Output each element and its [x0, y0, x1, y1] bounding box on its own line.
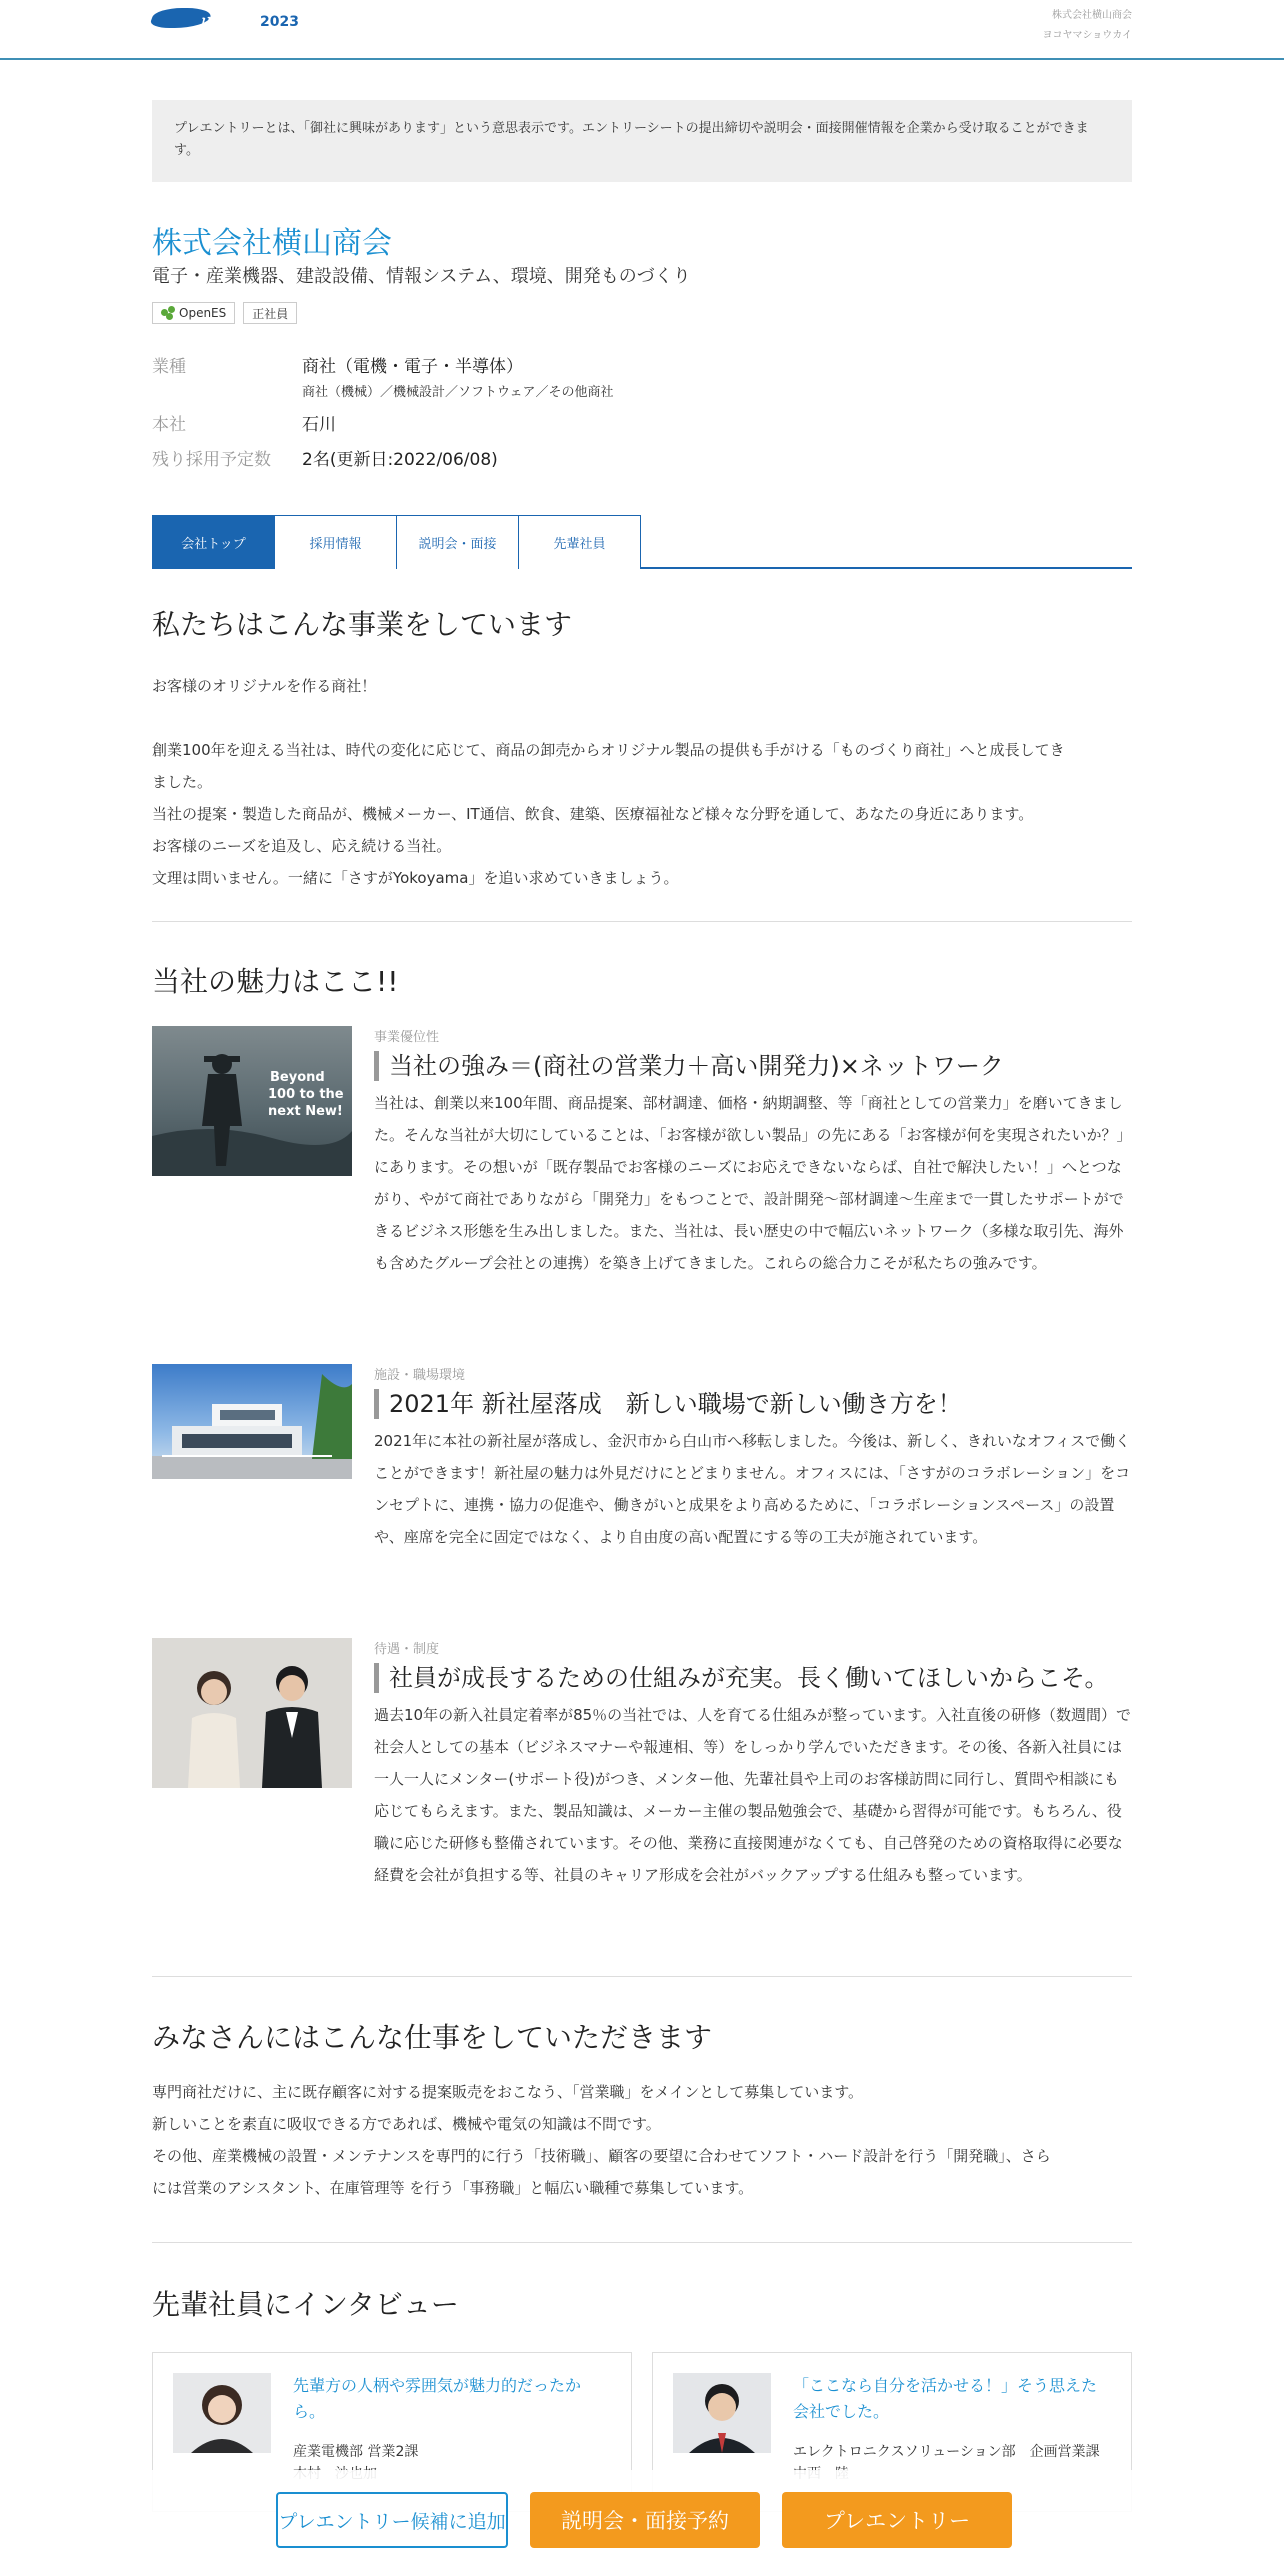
- header-company-kana: ヨコヤマショウカイ: [1042, 30, 1132, 41]
- appeal-heading: 社員が成長するための仕組みが充実。長く働いてほしいからこそ。: [374, 1663, 1132, 1693]
- svg-text:next New!: next New!: [268, 1104, 343, 1119]
- info-row-openings: [152, 445, 1132, 470]
- employee-dept: エレクトロニクスソリューション部 企画営業課: [793, 2444, 1100, 2460]
- badge-list: [152, 302, 1132, 324]
- info-value: 石川: [302, 415, 336, 435]
- svg-text:100 to the: 100 to the: [268, 1087, 344, 1102]
- work-line: 専門商社だけに、主に既存顧客に対する提案販売をおこなう、「営業職」をメインとして募集しています。: [152, 2083, 864, 2101]
- openes-badge: [152, 302, 235, 324]
- company-tags: 電子・産業機器、建設設備、情報システム、環境、開発ものづくり: [152, 266, 691, 287]
- divider: [152, 921, 1132, 922]
- info-label: 残り採用予定数: [152, 450, 271, 470]
- business-line: お客様のニーズを追及し、応え続ける当社。: [152, 837, 452, 855]
- appeal-heading: 当社の強み＝(商社の営業力＋高い開発力)×ネットワーク: [374, 1051, 1132, 1081]
- employee-photo: [173, 2373, 271, 2453]
- header-company: [1043, 6, 1133, 46]
- building-illustration: [152, 1364, 352, 1479]
- appeal-heading: 2021年 新社屋落成 新しい職場で新しい働き方を！: [374, 1389, 1132, 1419]
- info-row-industry: [152, 352, 1132, 400]
- image-text: Beyond: [270, 1070, 325, 1085]
- interview-title: 先輩社員にインタビュー: [152, 2288, 459, 2321]
- logo-year: 2023: [260, 14, 299, 30]
- info-value: 商社（電機・電子・半導体）: [302, 357, 523, 377]
- appeal-title: 当社の魅力はここ!!: [152, 965, 399, 998]
- employee-photo: [673, 2373, 771, 2453]
- business-line: [152, 702, 1132, 734]
- tab-seminar[interactable]: 説明会・面接: [396, 515, 519, 569]
- business-line: お客様のオリジナルを作る商社！: [152, 677, 377, 695]
- preentry-button[interactable]: プレエントリー: [782, 2492, 1012, 2548]
- hiker-illustration: [152, 1026, 352, 1176]
- appeal-image-hiker: [152, 1026, 352, 1176]
- divider: [152, 1976, 1132, 1977]
- info-row-hq: [152, 410, 1132, 435]
- work-line: その他、産業機械の設置・メンテナンスを専門的に行う「技術職」、顧客の要望に合わせてソフト・ハード設計を行う「開発職」、さら: [152, 2147, 1051, 2165]
- seminar-reserve-button[interactable]: 説明会・面接予約: [530, 2492, 760, 2548]
- work-title: みなさんにはこんな仕事をしていただきます: [152, 2021, 713, 2054]
- business-line: 文理は問いません。一緒に「さすがYokoyama」を追い求めていきましょう。: [152, 869, 679, 887]
- company-info: [152, 352, 1132, 480]
- interview-quote[interactable]: 先輩方の人柄や雰囲気が魅力的だったから。: [293, 2376, 582, 2421]
- logo-text: リクナビ: [196, 14, 256, 33]
- appeal-item: [152, 1026, 1132, 1279]
- tab-company-top[interactable]: 会社トップ: [152, 515, 275, 569]
- appeal-image-building: [152, 1364, 352, 1479]
- business-title: 私たちはこんな事業をしています: [152, 608, 573, 641]
- header-company-name: 株式会社横山商会: [1052, 10, 1132, 21]
- divider: [152, 2242, 1132, 2243]
- employee-dept: 産業電機部 営業2課: [293, 2444, 419, 2460]
- action-bar: [0, 2470, 1284, 2568]
- business-line: 当社の提案・製造した商品が、機械メーカー、IT通信、飲食、建築、医療福祉など様々な分野を通して、あなたの身近にあります。: [152, 805, 1034, 823]
- business-line: 創業100年を迎える当社は、時代の変化に応じて、商品の卸売からオリジナル製品の提供も手がける「ものづくり商社」へと成長してき: [152, 741, 1065, 759]
- interview-quote[interactable]: 「ここなら自分を活かせる！」そう思えた会社でした。: [793, 2376, 1098, 2421]
- rikunabi-logo[interactable]: [152, 4, 302, 34]
- appeal-text: 当社は、創業以来100年間、商品提案、部材調達、価格・納期調整、等「商社としての営業力」を磨いてきました。そんな当社が大切にしていることは、「お客様が欲しい製品」の先にある「お客様が何を実現されたいか？」にあります。その想いが「既存製品でお客様のニーズにお応えできないならば、自社で解決したい！」へとつながり、やがて商社でありながら「開発力」をもつことで、設計開発～部材調達～生産まで一貫したサポートができるビジネス形態を生み出しました。また、当社は、長い歴史の中で幅広いネットワーク（多様な取引先、海外も含めたグループ会社との連携）を築き上げてきました。これらの総合力こそが私たちの強みです。: [374, 1094, 1132, 1272]
- info-label: 本社: [152, 415, 186, 435]
- appeal-text: 過去10年の新入社員定着率が85％の当社では、人を育てる仕組みが整っています。入社直後の研修（数週間）で社会人としての基本（ビジネスマナーや報連相、等）をしっかり学んでいただきます。その後、各新入社員には一人一人にメンター(サポート役)がつき、メンター他、先輩社員や上司のお客様訪問に同行し、質問や相談にも応じてもらえます。また、製品知識は、メーカー主催の製品勉強会で、基礎から習得が可能です。もちろん、役職に応じた研修も整備されています。その他、業務に直接関連がなくても、自己啓発のための資格取得に必要な経費を会社が負担する等、社員のキャリア形成を会社がバックアップする仕組みも整っています。: [374, 1706, 1131, 1884]
- appeal-item: [152, 1364, 1132, 1553]
- employment-type-badge: 正社員: [243, 302, 297, 324]
- add-candidate-button[interactable]: プレエントリー候補に追加: [276, 2492, 508, 2548]
- appeal-category: 待遇・制度: [374, 1642, 440, 1657]
- clover-icon: [161, 306, 175, 320]
- openes-label: OpenES: [179, 306, 227, 320]
- business-line: ました。: [152, 773, 213, 791]
- tab-recruitment[interactable]: 採用情報: [274, 515, 397, 569]
- appeal-text: 2021年に本社の新社屋が落成し、金沢市から白山市へ移転しました。今後は、新しく、きれいなオフィスで働くことができます！新社屋の魅力は外見だけにとどまりません。オフィスには、「さすがのコラボレーション」をコンセプトに、連携・協力の促進や、働きがいと成果をより高めるために、「コラボレーションスペース」の設置や、座席を完全に固定ではなく、より自由度の高い配置にする等の工夫が施されています。: [374, 1432, 1131, 1546]
- appeal-category: 施設・職場環境: [374, 1368, 466, 1383]
- employees-illustration: [152, 1638, 352, 1788]
- company-tabs: [152, 515, 1132, 569]
- work-line: には営業のアシスタント、在庫管理等 を行う「事務職」と幅広い職種で募集しています。: [152, 2179, 754, 2197]
- business-text: [152, 670, 1132, 894]
- company-name: 株式会社横山商会: [152, 226, 392, 261]
- appeal-image-employees: [152, 1638, 352, 1788]
- appeal-category: 事業優位性: [374, 1030, 440, 1045]
- info-sub-value: 商社（機械）／機械設計／ソフトウェア／その他商社: [302, 385, 614, 400]
- work-line: 新しいことを素直に吸収できる方であれば、機械や電気の知識は不問です。: [152, 2115, 661, 2133]
- tab-employees[interactable]: 先輩社員: [518, 515, 641, 569]
- preentry-notice: プレエントリーとは、「御社に興味があります」という意思表示です。エントリーシートの提出締切や説明会・面接開催情報を企業から受け取ることができます。: [152, 100, 1132, 182]
- work-text: [152, 2076, 1132, 2204]
- info-label: 業種: [152, 357, 186, 377]
- info-value: 2名(更新日:2022/06/08): [302, 450, 498, 470]
- appeal-item: [152, 1638, 1132, 1891]
- site-header: [0, 0, 1284, 60]
